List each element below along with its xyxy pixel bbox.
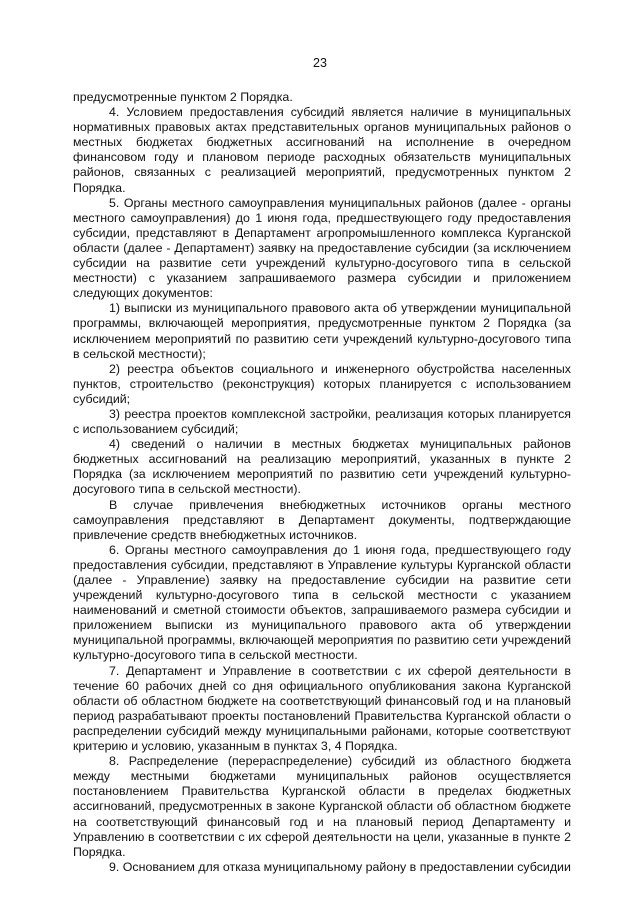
paragraph-6: 6. Органы местного самоуправления до 1 июня года, предшествующего году предоставления субсидии, представляют в Управление культуры Курганской области (далее - Управление) заявку на предоставление субсидии на развитие сети учреждений культурно-досугового типа в сельской местности с указанием наименований и сметной стоимости объектов, запрашиваемого размера субсидии и приложением выписки из муниципального правового акта об утверждении муниципальной программы, включающей мероприятия по развитию сети учреждений культурно-досугового типа в сельской местности. xyxy=(73,542,571,663)
list-item-3: 3) реестра проектов комплексной застройки, реализация которых планируется с использованием субсидий; xyxy=(73,406,571,437)
paragraph-5: 5. Органы местного самоуправления муниципальных районов (далее - органы местного самоуправления) до 1 июня года, предшествующего году предоставления субсидии, представляют в Департамент агропромышленного комплекса Курганской области (далее - Департамент) заявку на предоставление субсидии (за исключением субсидии на развитие сети учреждений культурно-досугового типа в сельской местности) с указанием запрашиваемого размера субсидии и приложением следующих документов: xyxy=(73,195,571,301)
paragraph-8: 8. Распределение (перераспределение) субсидий из областного бюджета между местными бюджетами муниципальных районов осуществляется постановлением Правительства Курганской области в пределах бюджетных ассигнований, предусмотренных в законе Курганской области об областном бюджете на соответствующий финансовый год и на плановый период Департаменту и Управлению в соответствии с их сферой деятельности на цели, указанные в пункте 2 Порядка. xyxy=(73,754,571,859)
document-body xyxy=(73,90,571,875)
paragraph-extra-sources: В случае привлечения внебюджетных источников органы местного самоуправления представляют в Департамент документы, подтверждающие привлечение средств внебюджетных источников. xyxy=(73,497,571,542)
list-item-4: 4) сведений о наличии в местных бюджетах муниципальных районов бюджетных ассигнований на реализацию мероприятий, указанных в пункте 2 Порядка (за исключением мероприятий по развитию сети учреждений культурно-досугового типа в сельской местности). xyxy=(73,437,571,497)
paragraph-9: 9. Основанием для отказа муниципальному району в предоставлении субсидии xyxy=(109,859,571,874)
paragraph-4: 4. Условием предоставления субсидий является наличие в муниципальных нормативных правовых актах представительных органов муниципальных районов о местных бюджетах бюджетных ассигнований на исполнение в очередном финансовом году и плановом периоде расходных обязательств муниципальных районов, связанных с реализацией мероприятий, предусмотренных пунктом 2 Порядка. xyxy=(73,105,571,195)
paragraph-7: 7. Департамент и Управление в соответствии с их сферой деятельности в течение 60 рабочих дней со дня официального опубликования закона Курганской области об областном бюджете на соответствующий финансовый год и на плановый период разрабатывают проекты постановлений Правительства Курганской области о распределении субсидий между муниципальными районами, которые соответствуют критерию и условию, указанным в пунктах 3, 4 Порядка. xyxy=(73,663,571,754)
page-number: 23 xyxy=(313,56,327,70)
paragraph-continuation: предусмотренные пунктом 2 Порядка. xyxy=(73,90,293,104)
list-item-2: 2) реестра объектов социального и инженерного обустройства населенных пунктов, строительство (реконструкция) которых планируется с использованием субсидий; xyxy=(73,361,571,406)
list-item-1: 1) выписки из муниципального правового акта об утверждении муниципальной программы, включающей мероприятия, предусмотренные пунктом 2 Порядка (за исключением мероприятий по развитию сети учреждений культурно-досугового типа в сельской местности); xyxy=(73,301,571,361)
